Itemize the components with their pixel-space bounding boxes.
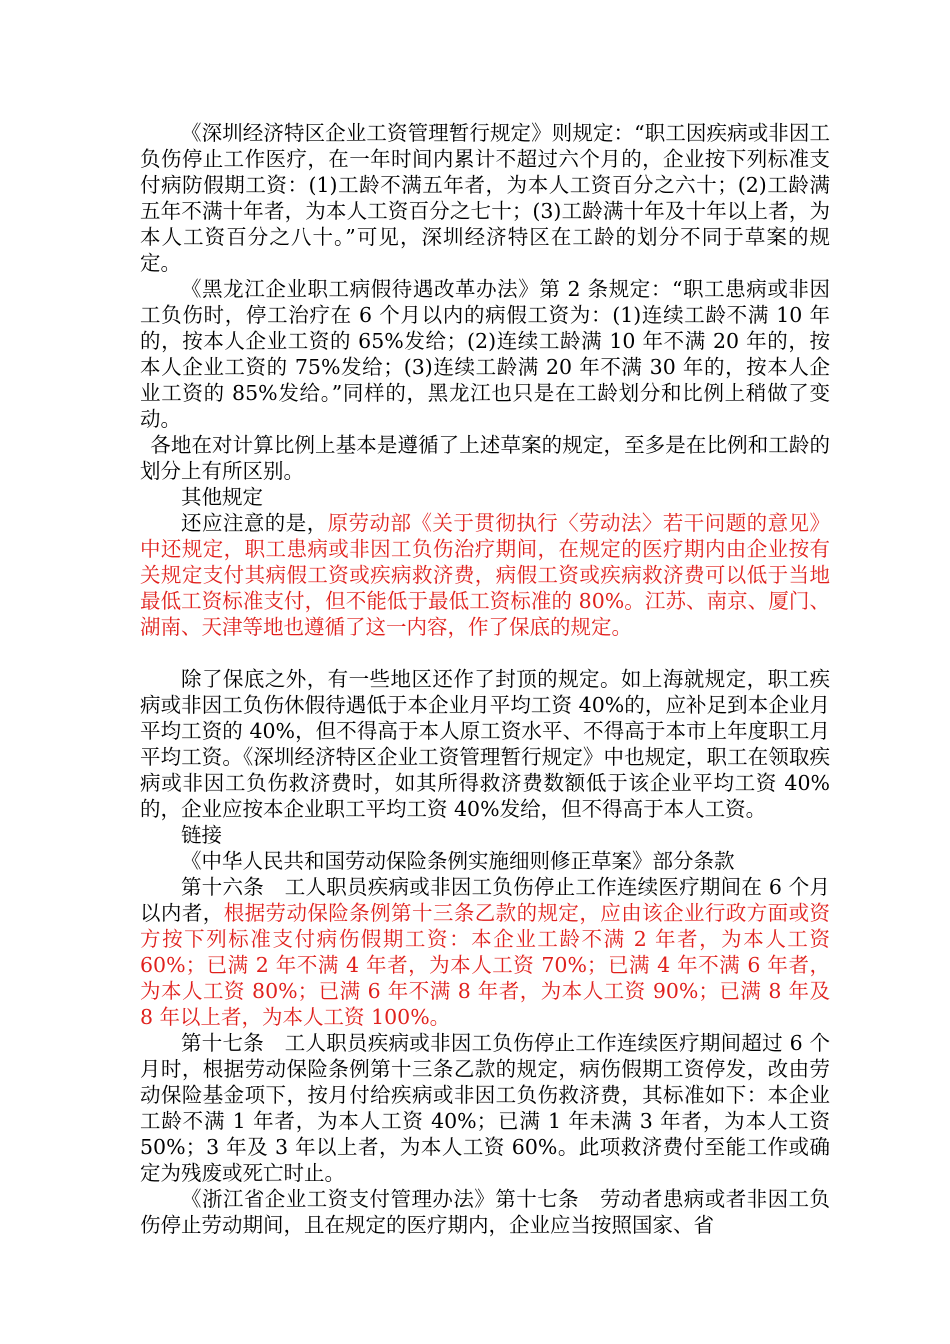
body-text: 其他规定 — [181, 485, 263, 509]
body-text: 第十六条 工人职员疾病或非因工负伤停止工作连续医疗期间在 6 个月以内者， — [140, 875, 830, 925]
paragraph-p2 — [140, 276, 830, 432]
body-text: 《浙江省企业工资支付管理办法》第十七条 劳动者患病或者非因工负伤停止劳动期间，且在规定的医疗期内，企业应当按照国家、省 — [140, 1187, 830, 1237]
document-page — [140, 120, 830, 1238]
paragraph-p8 — [140, 848, 830, 874]
paragraph-p1 — [140, 120, 830, 276]
paragraph-p7 — [140, 822, 830, 848]
paragraph-p6 — [140, 666, 830, 822]
body-text: 第十七条 工人职员疾病或非因工负伤停止工作连续医疗期间超过 6 个月时，根据劳动保险条例第十三条乙款的规定，病伤假期工资停发，改由劳动保险基金项下，按月付给疾病或非因工负伤救济费，其标准如下：本企业工龄不满 1 年者，为本人工资 40%；已满 1 年未满 3 年者，为本人工资 50%；3 年及 3 年以上者，为本人工资 60%。此项救济费付至能工作或确定为残废或死亡时止。 — [140, 1031, 830, 1185]
paragraph-p3 — [140, 432, 830, 484]
paragraph-p9 — [140, 874, 830, 1030]
body-text: 《中华人民共和国劳动保险条例实施细则修正草案》部分条款 — [181, 849, 735, 873]
body-text: 还应注意的是， — [181, 511, 328, 535]
paragraph-p11 — [140, 1186, 830, 1238]
paragraph-p5 — [140, 510, 830, 640]
body-text: 《黑龙江企业职工病假待遇改革办法》第 2 条规定：“职工患病或非因工负伤时，停工治疗在 6 个月以内的病假工资为：(1)连续工龄不满 10 年的，按本人企业工资的 65%发给；(2)连续工龄满 10 年不满 20 年的，按本人企业工资的 75%发给；(3)连续工龄满 20 年不满 30 年的，按本人企业工资的 85%发给。”同样的，黑龙江也只是在工龄划分和比例上稍做了变动。 — [140, 277, 830, 431]
body-text: 《深圳经济特区企业工资管理暂行规定》则规定：“职工因疾病或非因工负伤停止工作医疗，在一年时间内累计不超过六个月的，企业按下列标准支付病防假期工资：(1)工龄不满五年者，为本人工资百分之六十；(2)工龄满五年不满十年者，为本人工资百分之七十；(3)工龄满十年及十年以上者，为本人工资百分之八十。”可见，深圳经济特区在工龄的划分不同于草案的规定。 — [140, 121, 830, 275]
paragraph-p10 — [140, 1030, 830, 1186]
paragraph-p4 — [140, 484, 830, 510]
highlighted-text: 原劳动部《关于贯彻执行〈劳动法〉若干问题的意见》中还规定，职工患病或非因工负伤治疗期间，在规定的医疗期内由企业按有关规定支付其病假工资或疾病救济费，病假工资或疾病救济费可以低于当地最低工资标准支付，但不能低于最低工资标准的 80%。江苏、南京、厦门、湖南、天津等地也遵循了这一内容，作了保底的规定。 — [140, 511, 831, 639]
paragraph-spacer — [140, 640, 830, 666]
body-text: 除了保底之外，有一些地区还作了封顶的规定。如上海就规定，职工疾病或非因工负伤休假待遇低于本企业月平均工资 40%的，应补足到本企业月平均工资的 40%，但不得高于本人原工资水平、不得高于本市上年度职工月平均工资。《深圳经济特区企业工资管理暂行规定》中也规定，职工在领取疾病或非因工负伤救济费时，如其所得救济费数额低于该企业平均工资 40%的，企业应按本企业职工平均工资 40%发给，但不得高于本人工资。 — [140, 667, 830, 821]
body-text: 链接 — [181, 823, 222, 847]
body-text: 各地在对计算比例上基本是遵循了上述草案的规定，至多是在比例和工龄的划分上有所区别。 — [140, 433, 830, 483]
highlighted-text: 根据劳动保险条例第十三条乙款的规定，应由该企业行政方面或资方按下列标准支付病伤假期工资：本企业工龄不满 2 年者，为本人工资 60%；已满 2 年不满 4 年者，为本人工资 70%；已满 4 年不满 6 年者，为本人工资 80%；已满 6 年不满 8 年者，为本人工资 90%；已满 8 年及 8 年以上者，为本人工资 100%。 — [140, 901, 830, 1029]
